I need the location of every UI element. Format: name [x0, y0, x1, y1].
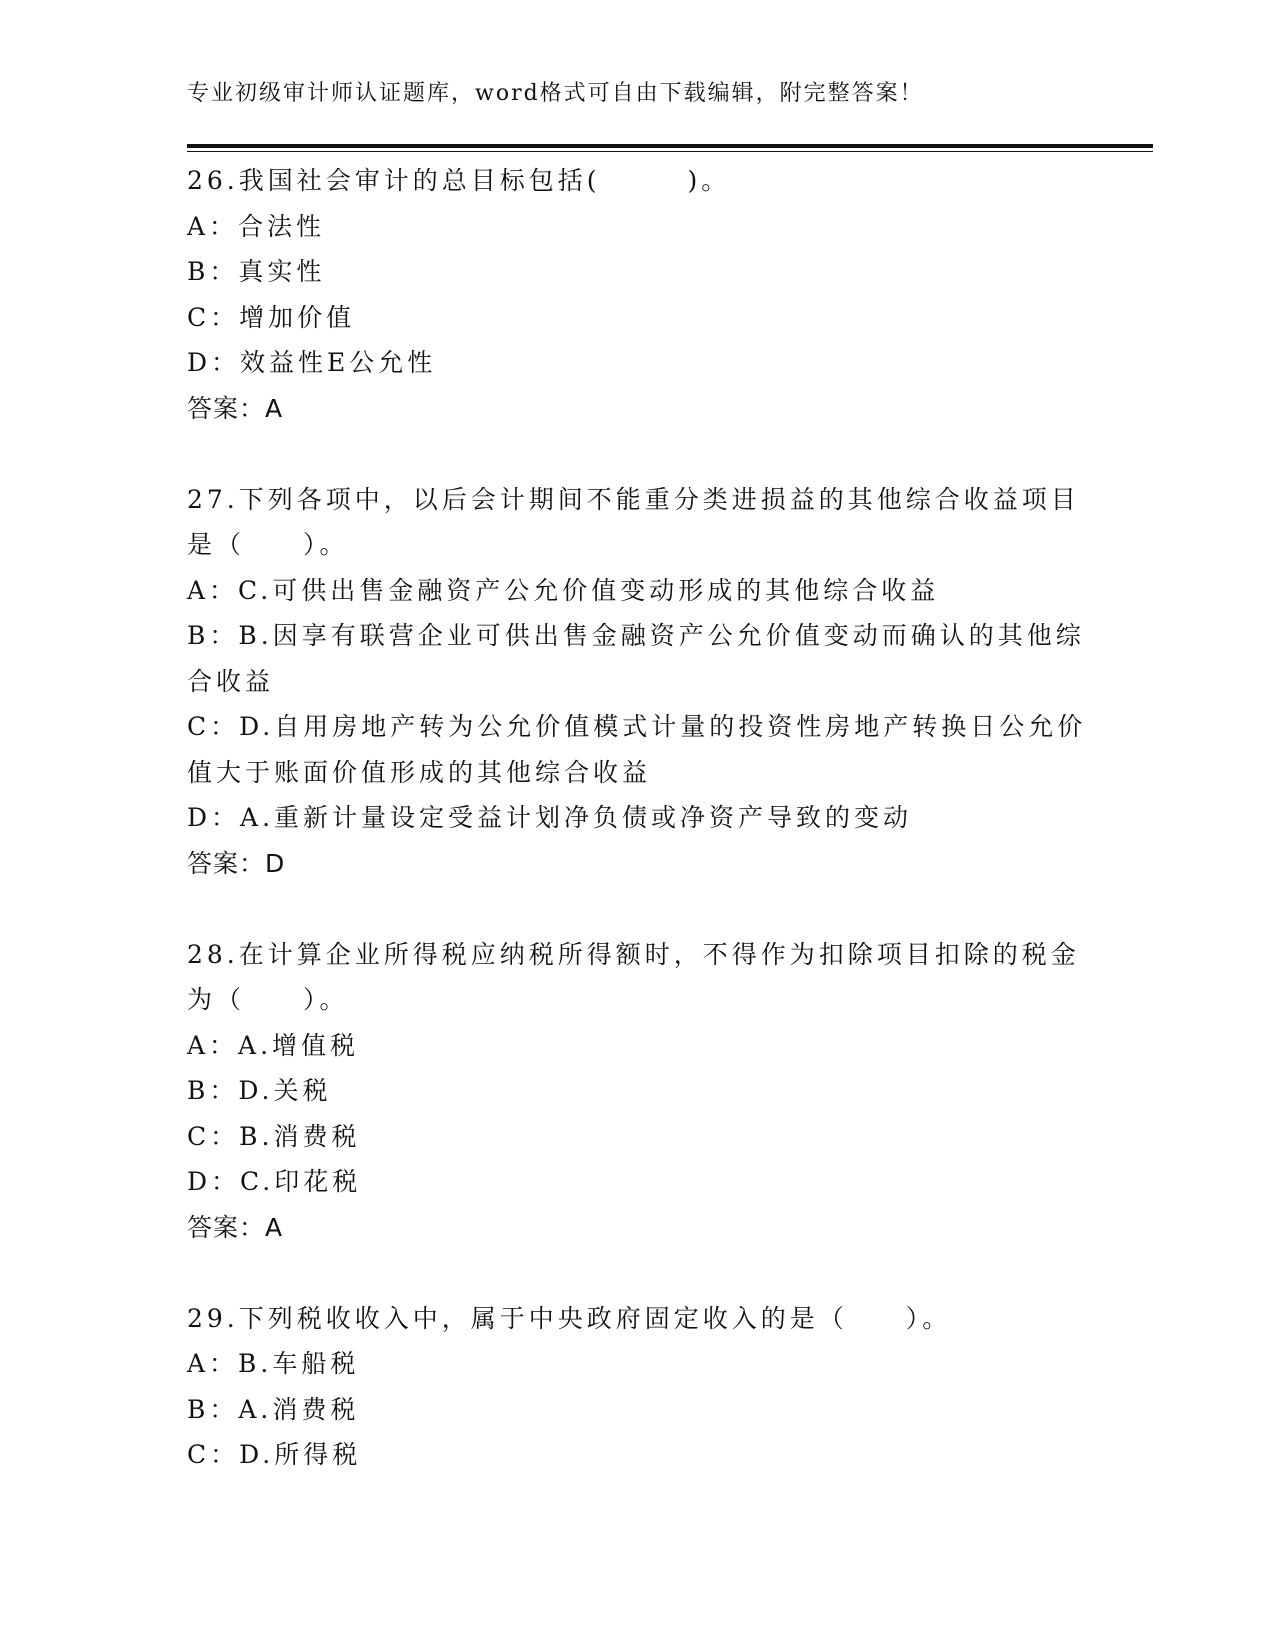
option-d: D：C.印花税: [187, 1167, 362, 1196]
question-stem-continued: 是（ ）。: [187, 530, 349, 559]
question-stem: 27.下列各项中，以后会计期间不能重分类进损益的其他综合收益项目: [187, 484, 1080, 514]
answer-line: [187, 841, 1087, 887]
answer-label: 答案：: [187, 393, 266, 423]
question-27: [187, 477, 1087, 887]
option-b-continued: 合收益: [187, 666, 275, 696]
question-gap: [187, 886, 1087, 932]
option-d: D：A.重新计量设定受益计划净负债或净资产导致的变动: [187, 803, 913, 832]
question-list: [187, 158, 1087, 1478]
answer-line: [187, 386, 1087, 432]
option-b: B：真实性: [187, 257, 326, 286]
option-c: C：B.消费税: [187, 1121, 361, 1151]
option-a: A：合法性: [187, 211, 326, 241]
question-26: [187, 158, 1087, 431]
answer-line: [187, 1205, 1087, 1251]
answer-value: A: [265, 393, 284, 423]
question-28: [187, 932, 1087, 1251]
answer-value: A: [265, 1212, 284, 1242]
option-c: C：D.自用房地产转为公允价值模式计量的投资性房地产转换日公允价: [187, 712, 1087, 741]
answer-value: D: [265, 848, 286, 878]
question-gap: [187, 431, 1087, 477]
page-header: 专业初级审计师认证题库，word格式可自由下载编辑，附完整答案！: [187, 81, 924, 106]
option-a: A：A.增值税: [187, 1030, 360, 1060]
option-a: A：C.可供出售金融资产公允价值变动形成的其他综合收益: [187, 575, 940, 605]
option-a: A：B.车船税: [187, 1349, 360, 1378]
header-rule-thin: [187, 151, 1153, 152]
answer-label: 答案：: [187, 1212, 266, 1242]
answer-label: 答案：: [187, 848, 266, 878]
question-stem: 29.下列税收收入中，属于中央政府固定收入的是（ ）。: [187, 1303, 952, 1333]
option-c: C：D.所得税: [187, 1440, 362, 1469]
option-d: D：效益性E公允性: [187, 348, 437, 377]
question-stem: 28.在计算企业所得税应纳税所得额时，不得作为扣除项目扣除的税金: [187, 939, 1080, 969]
option-b: B：A.消费税: [187, 1394, 360, 1424]
question-29: [187, 1296, 1087, 1478]
option-b: B：B.因享有联营企业可供出售金融资产公允价值变动而确认的其他综: [187, 621, 1085, 650]
question-stem-continued: 为（ ）。: [187, 985, 349, 1014]
option-b: B：D.关税: [187, 1076, 332, 1105]
question-gap: [187, 1250, 1087, 1296]
header-rule-thick: [187, 144, 1153, 148]
question-stem: 26.我国社会审计的总目标包括( )。: [187, 166, 731, 195]
option-c: C：增加价值: [187, 302, 356, 332]
option-c-continued: 值大于账面价值形成的其他综合收益: [187, 757, 652, 787]
